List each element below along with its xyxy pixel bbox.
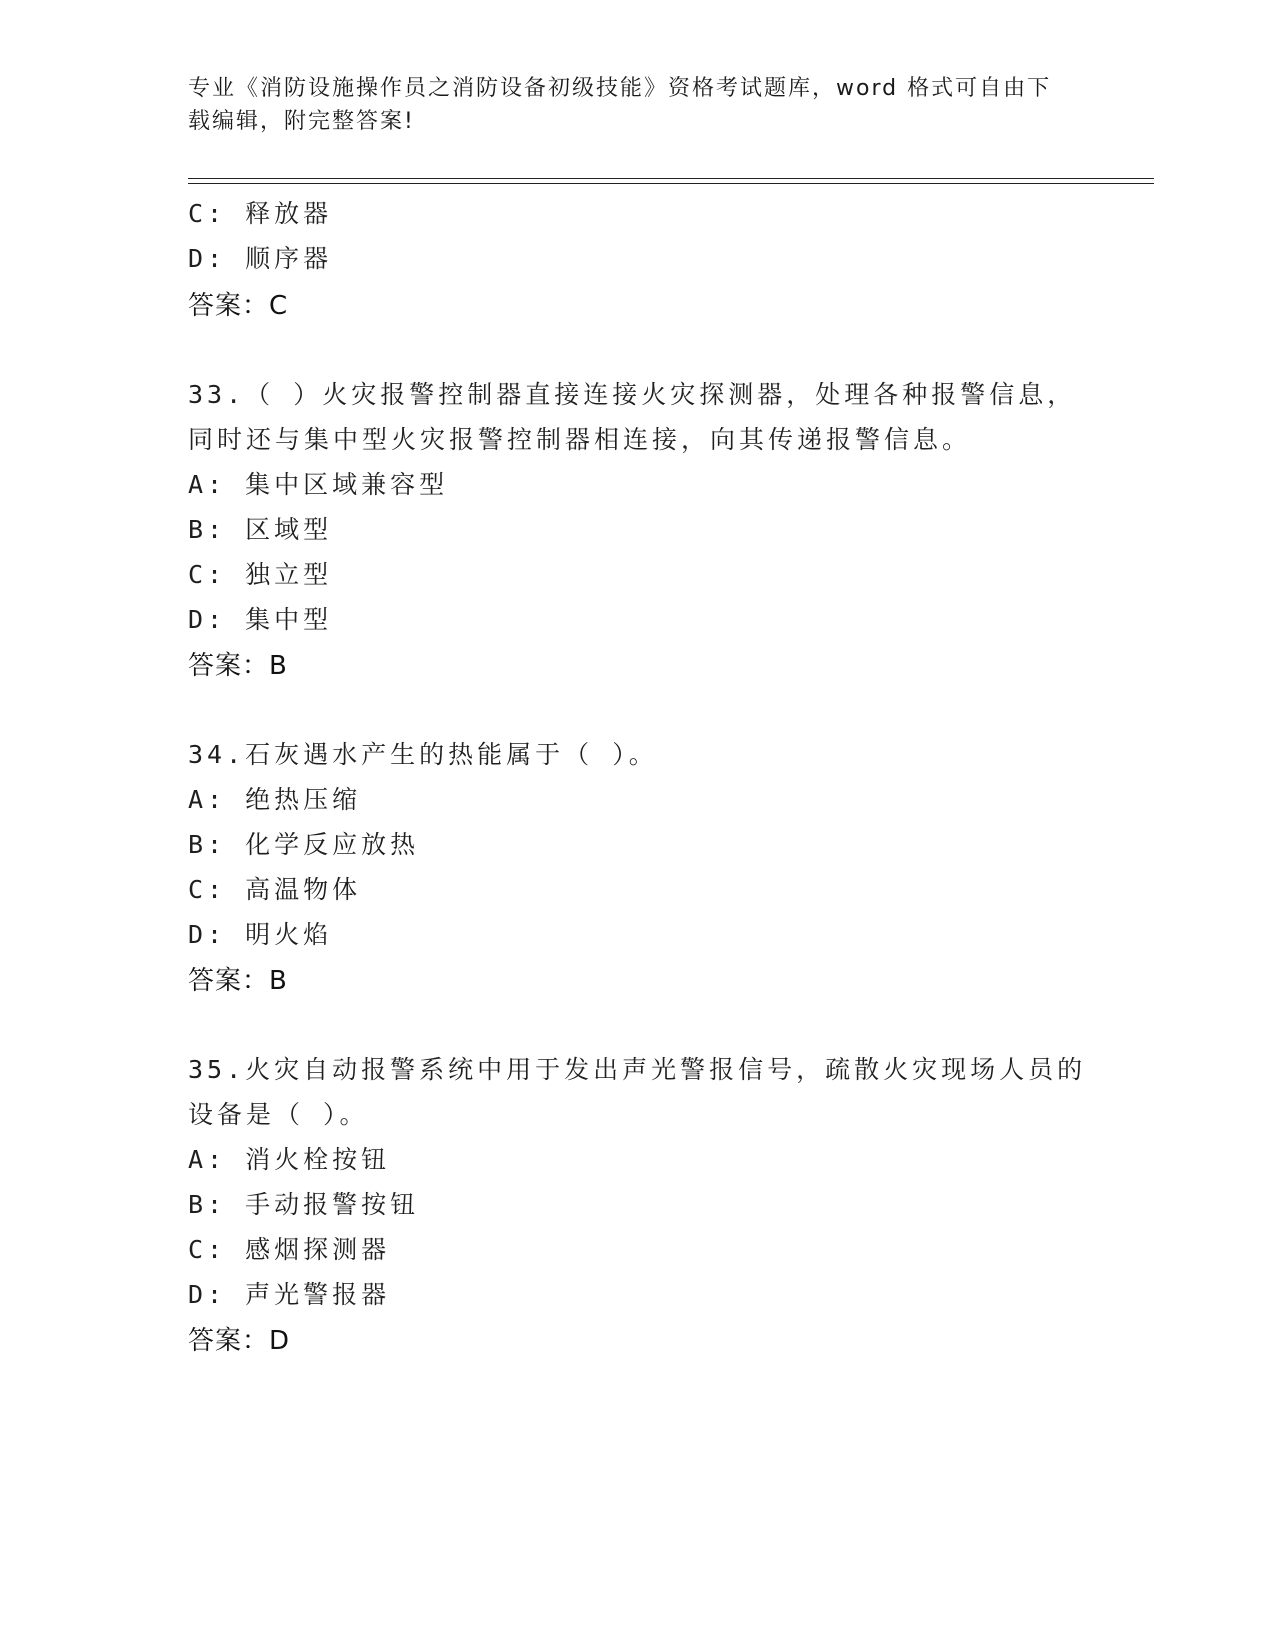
header-divider-top xyxy=(188,178,1154,179)
option-b: B: 手动报警按钮 xyxy=(188,1190,420,1219)
option-d: D: 顺序器 xyxy=(188,244,333,273)
question-stem-line-2: 设备是（ ）。 xyxy=(188,1100,369,1129)
question-stem-line-1: 34.石灰遇水产生的热能属于（ ）。 xyxy=(188,740,658,769)
option-a: A: 绝热压缩 xyxy=(188,785,362,814)
page-header xyxy=(188,72,1088,138)
option-b: B: 化学反应放热 xyxy=(188,830,420,859)
option-d: D: 集中型 xyxy=(188,605,333,634)
option-c: C: 释放器 xyxy=(188,199,333,228)
option-c: C: 高温物体 xyxy=(188,875,362,904)
header-line-1: 专业《消防设施操作员之消防设备初级技能》资格考试题库，word 格式可自由下 xyxy=(188,76,1052,101)
question-stem-line-1: 33.（ ）火灾报警控制器直接连接火灾探测器，处理各种报警信息， xyxy=(188,380,1077,409)
answer-label: 答案：B xyxy=(188,651,288,681)
answer-label: 答案：B xyxy=(188,966,288,996)
option-d: D: 明火焰 xyxy=(188,920,333,949)
option-c: C: 感烟探测器 xyxy=(188,1235,391,1264)
answer-label: 答案：C xyxy=(188,291,289,321)
option-d: D: 声光警报器 xyxy=(188,1280,391,1309)
option-a: A: 消火栓按钮 xyxy=(188,1145,391,1174)
answer-label: 答案：D xyxy=(188,1326,291,1356)
question-stem-line-1: 35.火灾自动报警系统中用于发出声光警报信号，疏散火灾现场人员的 xyxy=(188,1055,1087,1084)
option-c: C: 独立型 xyxy=(188,560,333,589)
header-line-2: 载编辑，附完整答案! xyxy=(188,109,415,134)
option-a: A: 集中区域兼容型 xyxy=(188,470,449,499)
header-divider-bottom xyxy=(188,183,1154,184)
question-stem-line-2: 同时还与集中型火灾报警控制器相连接，向其传递报警信息。 xyxy=(188,425,972,454)
option-b: B: 区域型 xyxy=(188,515,333,544)
